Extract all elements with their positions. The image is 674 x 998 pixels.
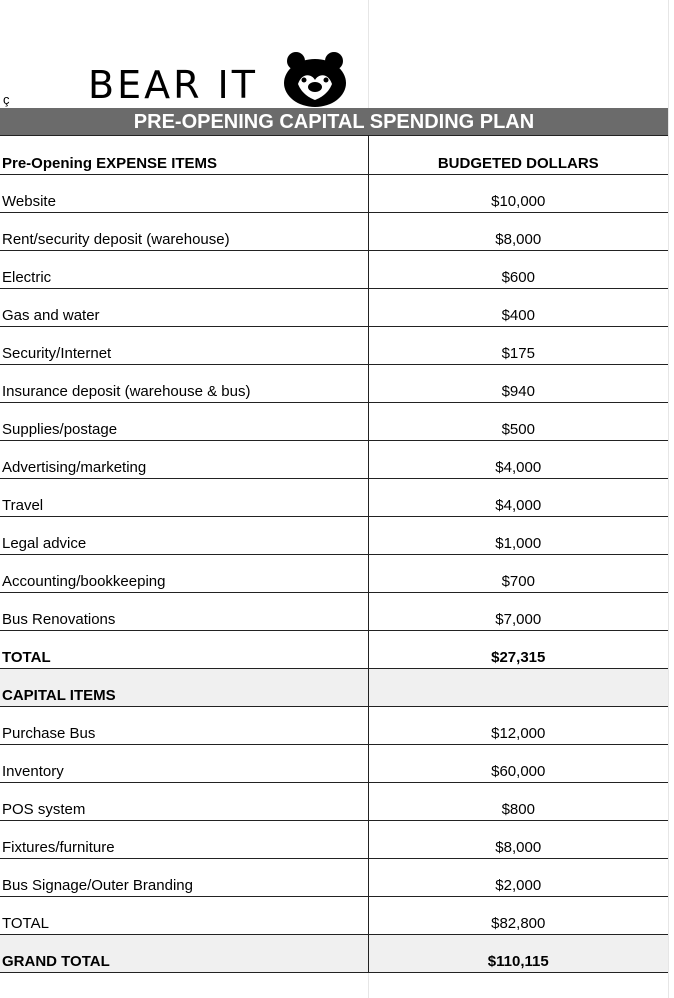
row-value: $110,115: [368, 935, 668, 973]
row-label: Electric: [0, 251, 368, 289]
table-row: [0, 669, 668, 707]
table-row: [0, 783, 668, 821]
row-value: $8,000: [368, 213, 668, 251]
table-row: [0, 365, 668, 403]
row-label: Purchase Bus: [0, 707, 368, 745]
table-row: [0, 213, 668, 251]
row-label: Website: [0, 175, 368, 213]
row-value: $10,000: [368, 175, 668, 213]
row-value: $500: [368, 403, 668, 441]
bear-head-icon: [282, 50, 348, 108]
row-value: $2,000: [368, 859, 668, 897]
row-value: $700: [368, 555, 668, 593]
row-label: Legal advice: [0, 517, 368, 555]
table-row: [0, 517, 668, 555]
table-row: [0, 175, 668, 213]
grid-line: [668, 0, 669, 998]
page-title: PRE-OPENING CAPITAL SPENDING PLAN: [133, 111, 535, 133]
row-label: Security/Internet: [0, 327, 368, 365]
logo-text: BEAR IT: [88, 63, 258, 107]
table-row: [0, 479, 668, 517]
row-label: Rent/security deposit (warehouse): [0, 213, 368, 251]
row-label: Bus Renovations: [0, 593, 368, 631]
table-row: [0, 136, 668, 175]
row-value: $1,000: [368, 517, 668, 555]
row-value: $800: [368, 783, 668, 821]
table-row: [0, 821, 668, 859]
row-value: $940: [368, 365, 668, 403]
table-row: [0, 859, 668, 897]
row-value: $600: [368, 251, 668, 289]
row-label: Accounting/bookkeeping: [0, 555, 368, 593]
table-row: [0, 251, 668, 289]
table-row: [0, 441, 668, 479]
row-label: Gas and water: [0, 289, 368, 327]
table-row: [0, 593, 668, 631]
row-value: $7,000: [368, 593, 668, 631]
table-row: [0, 327, 668, 365]
stray-character: ç: [3, 92, 10, 107]
row-value: $4,000: [368, 479, 668, 517]
row-value: [368, 669, 668, 707]
row-label: Advertising/marketing: [0, 441, 368, 479]
row-value: $400: [368, 289, 668, 327]
row-value: BUDGETED DOLLARS: [368, 136, 668, 175]
row-label: Supplies/postage: [0, 403, 368, 441]
row-label: Inventory: [0, 745, 368, 783]
row-value: $175: [368, 327, 668, 365]
row-label: CAPITAL ITEMS: [0, 669, 368, 707]
table-row: [0, 745, 668, 783]
row-label: Travel: [0, 479, 368, 517]
table-row: [0, 631, 668, 669]
table-row: [0, 707, 668, 745]
row-label: Insurance deposit (warehouse & bus): [0, 365, 368, 403]
row-label: Fixtures/furniture: [0, 821, 368, 859]
row-label: GRAND TOTAL: [0, 935, 368, 973]
row-value: $4,000: [368, 441, 668, 479]
row-label: Bus Signage/Outer Branding: [0, 859, 368, 897]
row-label: TOTAL: [0, 631, 368, 669]
table-row: [0, 289, 668, 327]
row-value: $27,315: [368, 631, 668, 669]
row-value: $12,000: [368, 707, 668, 745]
row-value: $60,000: [368, 745, 668, 783]
row-label: POS system: [0, 783, 368, 821]
spending-table: [0, 135, 668, 973]
row-label: Pre-Opening EXPENSE ITEMS: [0, 136, 368, 175]
table-row: [0, 935, 668, 973]
row-label: TOTAL: [0, 897, 368, 935]
row-value: $82,800: [368, 897, 668, 935]
row-value: $8,000: [368, 821, 668, 859]
table-row: [0, 555, 668, 593]
table-row: [0, 403, 668, 441]
table-row: [0, 897, 668, 935]
